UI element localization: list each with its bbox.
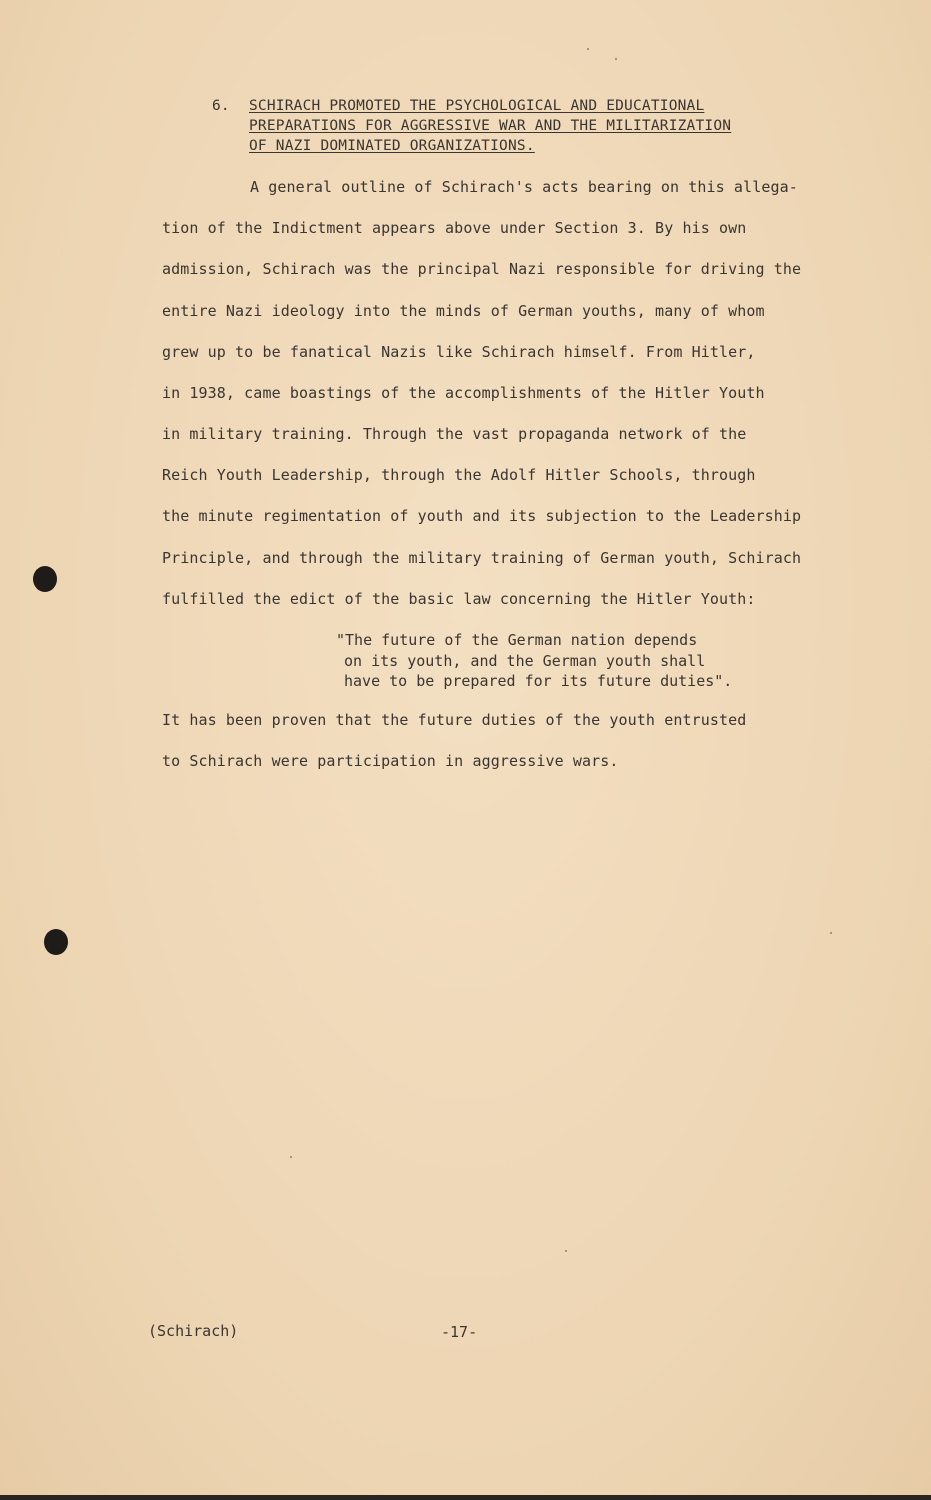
paper-speck [290, 1156, 292, 1158]
body-line: in 1938, came boastings of the accomplishments of the Hitler Youth [162, 384, 765, 402]
quote-line: "The future of the German nation depends [336, 631, 698, 649]
quote-line: have to be prepared for its future duties". [344, 672, 733, 690]
footer-defendant-label: (Schirach) [148, 1322, 239, 1340]
body-line: A general outline of Schirach's acts bearing on this allega- [250, 178, 798, 196]
body-line: tion of the Indictment appears above under Section 3. By his own [162, 219, 747, 237]
body-line: entire Nazi ideology into the minds of German youths, many of whom [162, 302, 765, 320]
quote-line: on its youth, and the German youth shall [344, 651, 706, 670]
body-line: Principle, and through the military training of German youth, Schirach [162, 549, 802, 567]
section-number: 6. [212, 98, 230, 114]
closing-line: It has been proven that the future duties of the youth entrusted [162, 711, 747, 729]
paper-speck [830, 932, 832, 934]
section-title-line: OF NAZI DOMINATED ORGANIZATIONS. [249, 138, 535, 154]
closing-line: to Schirach were participation in aggressive wars. [162, 752, 619, 770]
punch-hole-lower [44, 929, 68, 955]
section-heading [212, 96, 812, 156]
punch-hole-upper [33, 566, 57, 592]
page-bottom-edge [0, 1495, 931, 1500]
body-line: grew up to be fanatical Nazis like Schirach himself. From Hitler, [162, 343, 756, 361]
paper-speck [615, 58, 617, 60]
body-line: the minute regimentation of youth and its subjection to the Leadership [162, 507, 802, 525]
block-quote [336, 630, 732, 692]
body-line: in military training. Through the vast propaganda network of the [162, 425, 747, 443]
section-title-line: PREPARATIONS FOR AGGRESSIVE WAR AND THE MILITARIZATION [249, 118, 732, 134]
body-line: Reich Youth Leadership, through the Adolf Hitler Schools, through [162, 466, 756, 484]
paper-speck [587, 48, 589, 50]
body-line: fulfilled the edict of the basic law concerning the Hitler Youth: [162, 590, 756, 608]
section-title-line: SCHIRACH PROMOTED THE PSYCHOLOGICAL AND EDUCATIONAL [249, 98, 705, 114]
body-line: admission, Schirach was the principal Nazi responsible for driving the [162, 260, 802, 278]
page-number: -17- [441, 1323, 478, 1341]
paper-speck [565, 1250, 567, 1252]
